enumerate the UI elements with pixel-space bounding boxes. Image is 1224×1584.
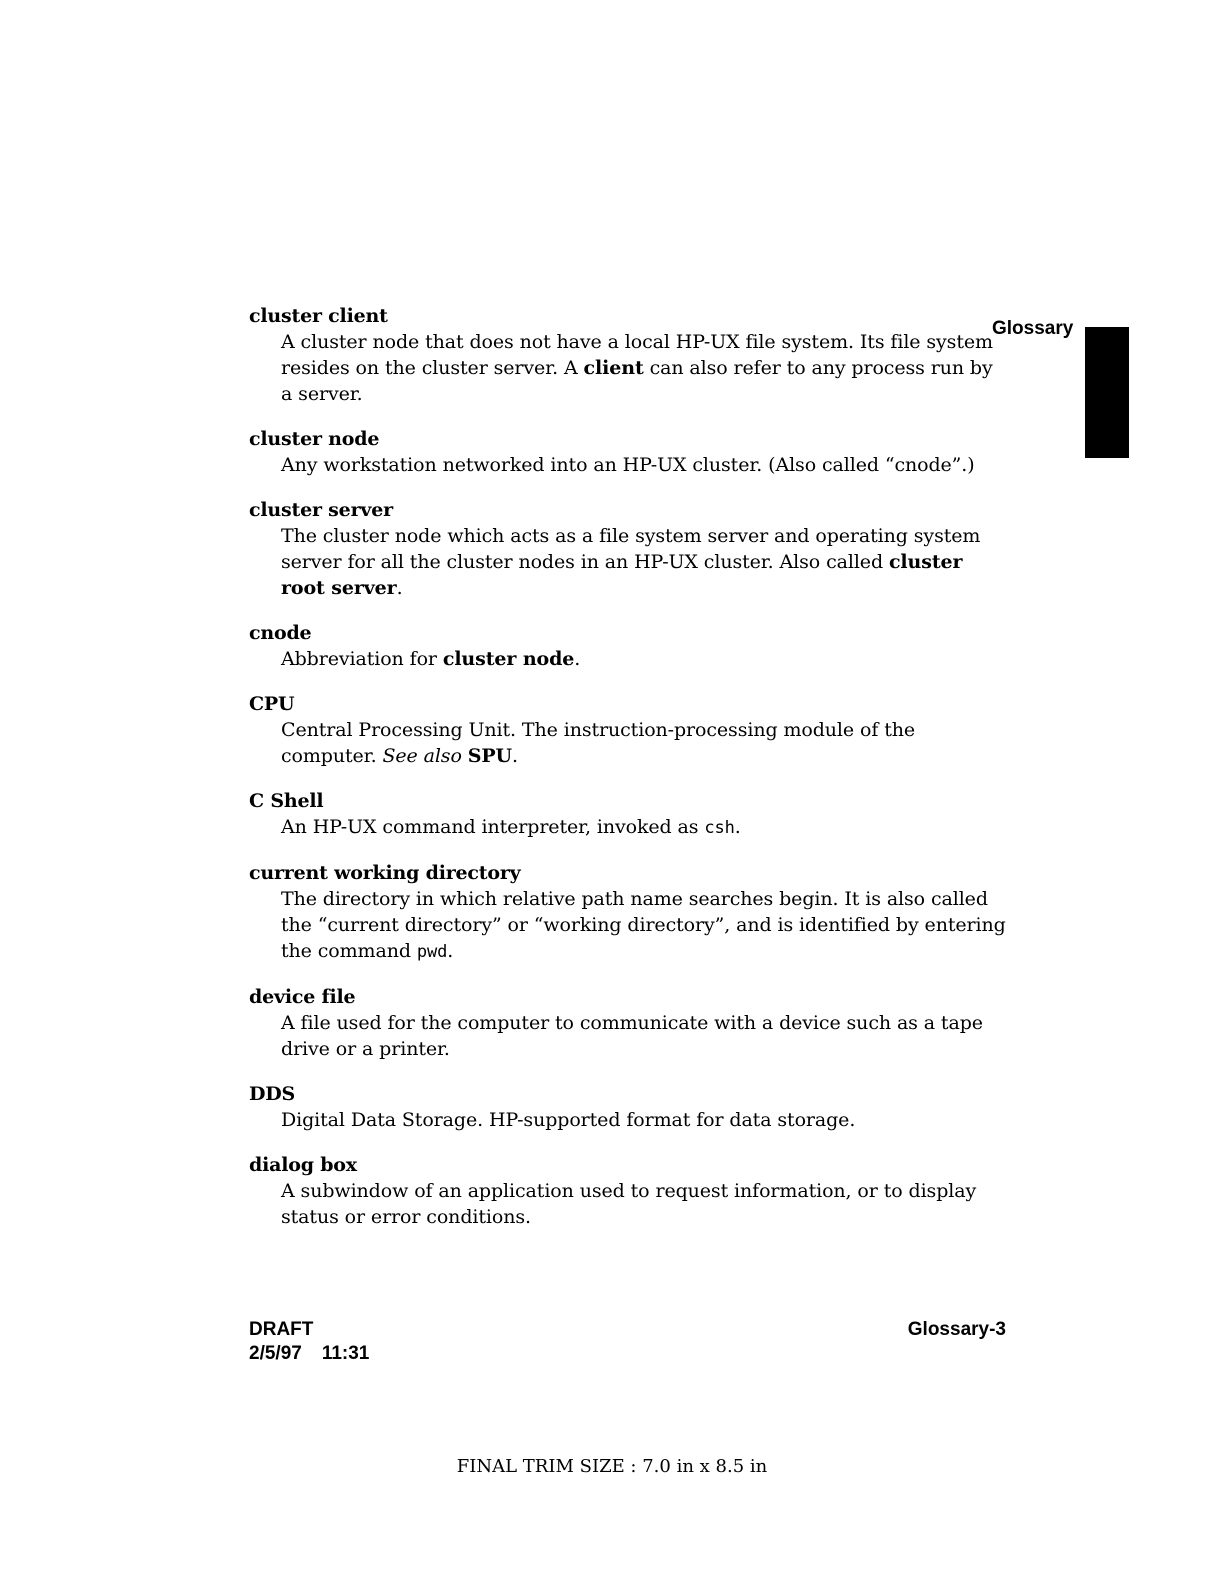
definition-text: .: [447, 940, 454, 962]
definition-text: .: [734, 816, 741, 838]
glossary-entry: [249, 1081, 1009, 1133]
glossary-definition: [249, 1010, 1009, 1062]
draft-timestamp: [249, 1342, 369, 1366]
definition-text: can also refer to any process run by a server.: [281, 357, 993, 405]
glossary-definition: [249, 646, 1009, 672]
glossary-definition: [249, 1107, 1009, 1133]
cross-reference: SPU: [467, 745, 513, 767]
glossary-term: cnode: [249, 622, 312, 644]
definition-text: Abbreviation for: [281, 648, 443, 670]
glossary-entry: [249, 984, 1009, 1062]
definition-text: A cluster node that does not have a local HP-UX file system. Its file system resides on the cluster server. A: [281, 331, 993, 379]
glossary-entry: [249, 860, 1009, 965]
glossary-definition: [249, 814, 1009, 841]
glossary-list: [249, 303, 1009, 1249]
cross-reference: cluster node: [442, 648, 575, 670]
draft-label: DRAFT: [249, 1319, 314, 1340]
definition-text: A file used for the computer to communicate with a device such as a tape drive or a printer.: [281, 1012, 983, 1060]
definition-text: A subwindow of an application used to request information, or to display status or error conditions.: [281, 1180, 977, 1228]
glossary-definition: [249, 329, 1009, 407]
see-also-label: See also: [382, 745, 462, 767]
glossary-term: cluster client: [249, 305, 388, 327]
glossary-term: current working directory: [249, 862, 521, 884]
cross-reference: cluster root server: [281, 551, 963, 599]
glossary-entry: [249, 620, 1009, 672]
glossary-entry: [249, 303, 1009, 407]
definition-text: The directory in which relative path name searches begin. It is also called the “current directory” or “working directory”, and is identified by entering the command: [281, 888, 1006, 962]
definition-text: .: [574, 648, 581, 670]
glossary-term: device file: [249, 986, 356, 1008]
glossary-definition: [249, 1178, 1009, 1230]
glossary-term: DDS: [249, 1083, 296, 1105]
glossary-entry: [249, 691, 1009, 769]
definition-text: Central Processing Unit. The instruction-processing module of the computer.: [281, 719, 916, 767]
glossary-entry: [249, 426, 1009, 478]
footer-left: [249, 1318, 369, 1366]
glossary-entry: [249, 1152, 1009, 1230]
glossary-definition: [249, 452, 1009, 478]
glossary-definition: [249, 717, 1009, 769]
tab-label: Glossary: [992, 318, 1074, 339]
definition-text: An HP-UX command interpreter, invoked as: [281, 816, 705, 838]
definition-text: Any workstation networked into an HP-UX cluster. (Also called “cnode”.): [281, 454, 975, 476]
glossary-entry: [249, 788, 1009, 841]
draft-date: 2/5/97: [249, 1343, 302, 1364]
glossary-term: cluster node: [249, 428, 380, 450]
definition-text: Digital Data Storage. HP-supported format for data storage.: [281, 1109, 856, 1131]
glossary-term: cluster server: [249, 499, 393, 521]
definition-text: .: [512, 745, 518, 767]
glossary-definition: [249, 886, 1009, 965]
glossary-definition: [249, 523, 1009, 601]
definition-text: .: [396, 577, 403, 599]
definition-text: The cluster node which acts as a file system server and operating system server for all the cluster nodes in an HP-UX cluster. Also called: [281, 525, 981, 573]
command-name: csh: [704, 818, 735, 838]
cross-reference: client: [583, 357, 644, 379]
trim-size-note: FINAL TRIM SIZE : 7.0 in x 8.5 in: [456, 1456, 768, 1477]
draft-time: 11:31: [321, 1343, 370, 1364]
page-number: Glossary-3: [907, 1319, 1006, 1340]
command-name: pwd: [416, 942, 448, 962]
glossary-term: dialog box: [249, 1154, 357, 1176]
glossary-entry: [249, 497, 1009, 601]
tab-marker: [1085, 327, 1129, 458]
glossary-term: C Shell: [249, 790, 324, 812]
glossary-term: CPU: [249, 693, 295, 715]
